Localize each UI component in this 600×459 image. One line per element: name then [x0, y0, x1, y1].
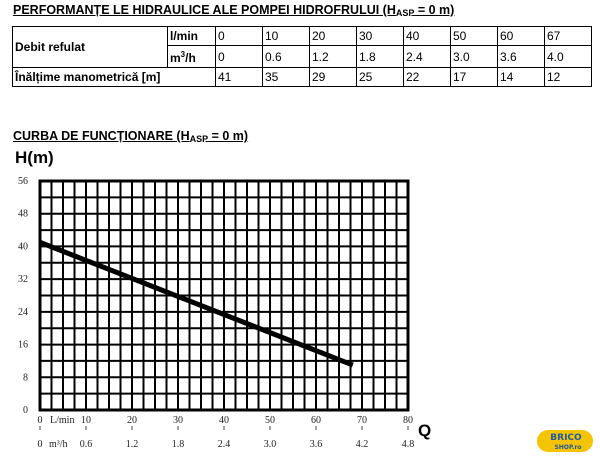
table-cell: 67 [545, 27, 592, 46]
y-tick-label: 56 [18, 176, 28, 187]
x-tick-label-m3h: 1.8 [171, 439, 185, 450]
x-tick-label-m3h: 0 [37, 439, 43, 450]
bricoshop-logo [536, 428, 596, 454]
table-cell: 3.6 [498, 46, 545, 68]
table-cell: 22 [404, 68, 451, 87]
x-tick-label-lmin: 50 [265, 415, 275, 426]
logo-text-brico: BRICO [550, 433, 582, 443]
table-cell: 1.2 [310, 46, 357, 68]
unit-m3h: $m^3/h$ [168, 46, 216, 68]
head-label: Înălțime manometrică [m] [13, 68, 216, 87]
x-tick-label-lmin: 20 [127, 415, 137, 426]
table-cell: 40 [404, 27, 451, 46]
x-tick-label-m3h: 3.6 [309, 439, 323, 450]
x-tick-label-m3h: 4.8 [401, 439, 415, 450]
table-cell: 30 [357, 27, 404, 46]
x-tick-label-m3h: 0.6 [79, 439, 93, 450]
x-tick-label-lmin: 30 [173, 415, 183, 426]
y-tick-label: 48 [18, 208, 28, 220]
table-cell: 29 [310, 68, 357, 87]
x-tick-label-m3h: 2.4 [217, 439, 231, 450]
y-tick-label: 24 [18, 306, 28, 318]
x-tick-label-lmin: 80 [403, 415, 413, 426]
x-tick-label-lmin: 10 [81, 415, 91, 426]
y-tick-label: 16 [18, 339, 28, 351]
curve-title: CURBA DE FUNCȚIONARE ($H_{ASP} = 0$ m) [13, 129, 249, 144]
table-cell: 2.4 [404, 46, 451, 68]
table-cell: 0 [216, 27, 263, 46]
x-tick-label-lmin: 40 [219, 415, 229, 426]
table-cell: 1.8 [357, 46, 404, 68]
flow-label: Debit refulat [13, 27, 168, 68]
table-cell: 14 [498, 68, 545, 87]
table-cell: 0 [216, 46, 263, 68]
logo-text-shop: SHOP.ro [554, 444, 582, 451]
table-cell: 41 [216, 68, 263, 87]
unit-lmin: l/min [168, 27, 216, 46]
y-tick-label: 32 [18, 274, 28, 286]
performance-title: PERFORMANȚE LE HIDRAULICE ALE POMPEI HIDROFRULUI ($H_{ASP} = 0$ m) [13, 3, 455, 18]
y-tick-label: 0 [23, 405, 28, 416]
table-cell: 0.6 [263, 46, 310, 68]
x-tick-label-m3h: 4.2 [355, 439, 369, 450]
y-tick-label: 40 [18, 241, 28, 253]
table-cell: 12 [545, 68, 592, 87]
table-cell: 25 [357, 68, 404, 87]
x-axis-title: Q [418, 421, 432, 440]
x-tick-label-m3h: 3.0 [263, 439, 277, 450]
table-cell: 50 [451, 27, 498, 46]
table-cell: 4.0 [545, 46, 592, 68]
table-cell: 35 [263, 68, 310, 87]
x-tick-label-lmin: 70 [357, 415, 367, 426]
x-tick-label-lmin: 60 [311, 415, 321, 426]
y-tick-label: 8 [23, 372, 28, 384]
x-unit-m3h: m³/h [49, 439, 68, 450]
table-cell: 17 [451, 68, 498, 87]
x-unit-lmin: L/min [50, 415, 75, 426]
x-tick-label-m3h: 1.2 [125, 439, 139, 450]
table-cell: 10 [263, 27, 310, 46]
x-tick-label-lmin: 0 [37, 415, 43, 426]
table-cell: 60 [498, 27, 545, 46]
table-cell: 3.0 [451, 46, 498, 68]
table-cell: 20 [310, 27, 357, 46]
y-axis-title: H(m) [15, 148, 54, 167]
